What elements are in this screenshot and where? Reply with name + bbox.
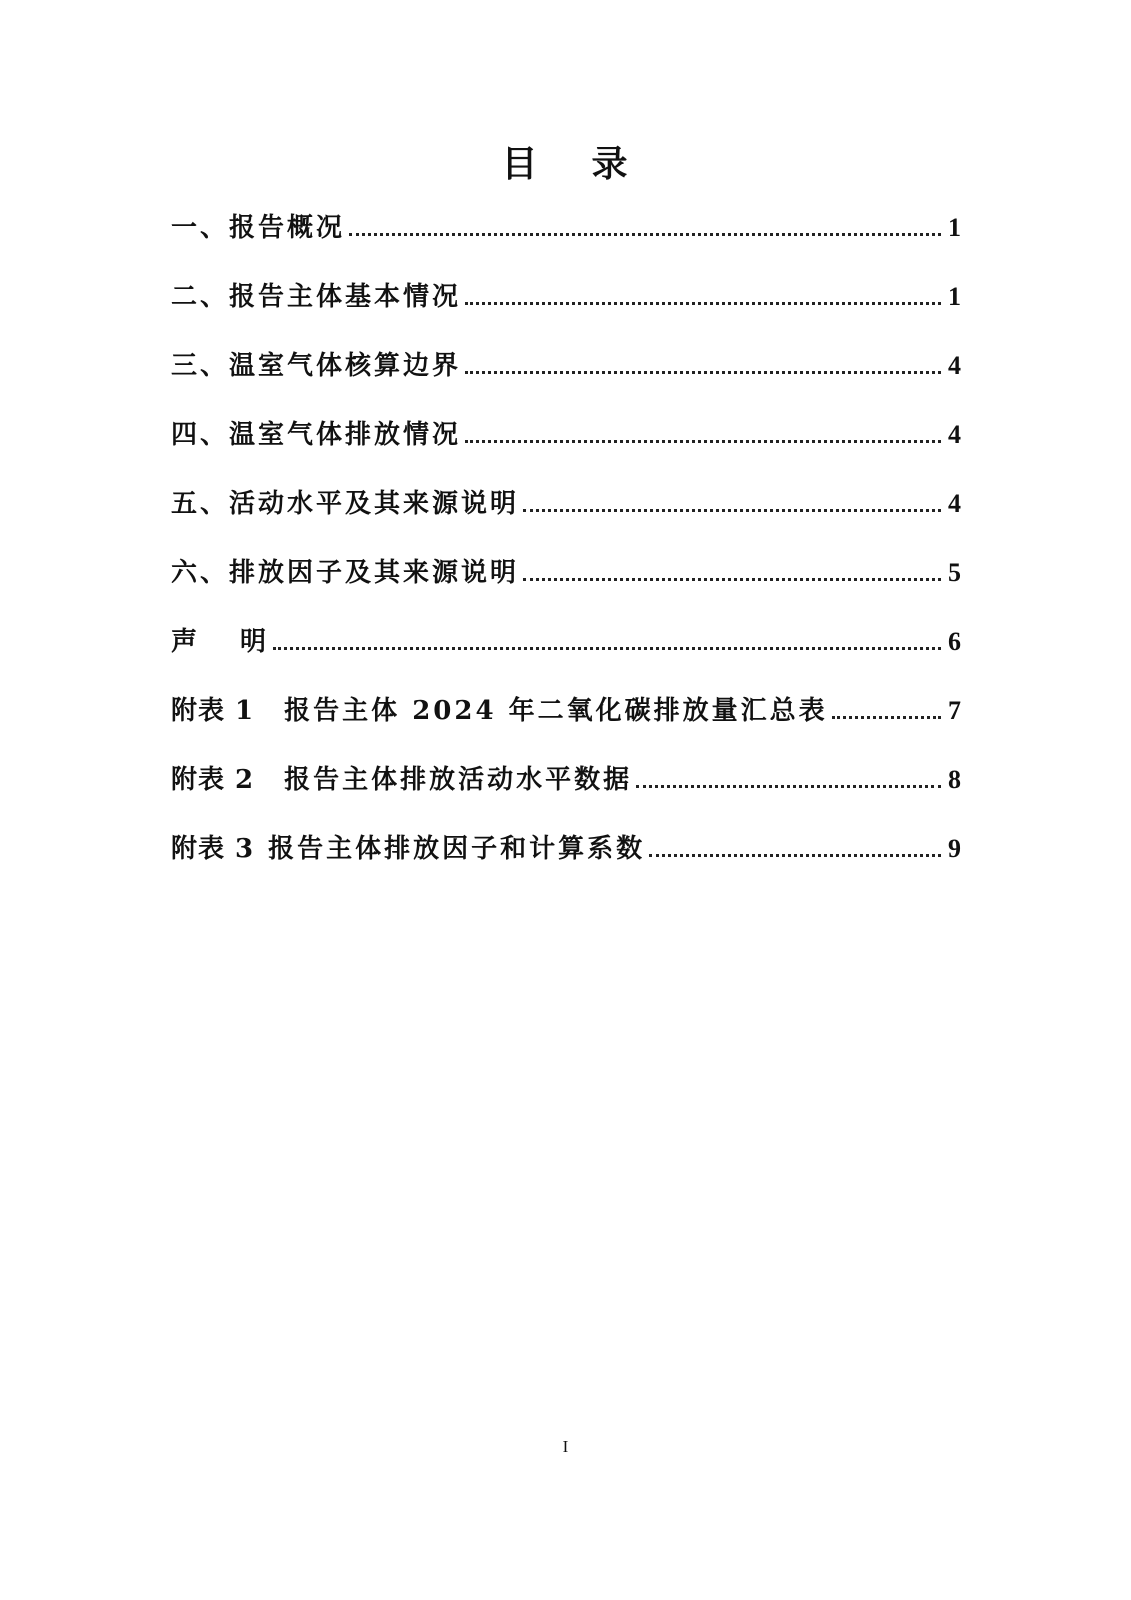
toc-entry-page: 4 (948, 351, 961, 380)
toc-entry-text: 明 (240, 627, 270, 657)
toc-entry-prefix: 附表 2 (171, 765, 255, 795)
toc-entry-prefix: 五、 (171, 489, 230, 519)
toc-entry-label (171, 763, 632, 797)
toc-entry-page: 8 (948, 765, 961, 794)
toc-entry-page: 9 (948, 834, 961, 863)
page-title-second-char: 录 (591, 143, 630, 185)
toc-leader-dots (649, 854, 941, 857)
toc-entry[interactable] (171, 757, 961, 797)
page-title-first-char: 目 (501, 143, 540, 185)
toc-entry-page: 4 (948, 420, 961, 449)
toc-entry-page: 7 (948, 696, 961, 725)
toc-entry[interactable] (171, 550, 961, 590)
toc-entry-page: 1 (948, 282, 961, 311)
toc-entry-label (171, 487, 519, 521)
toc-entry[interactable] (171, 826, 961, 866)
toc-entry-prefix: 附表 1 (171, 696, 255, 726)
toc-entry-text: 活动水平及其来源说明 (229, 489, 520, 519)
toc-entry[interactable] (171, 343, 961, 383)
toc-leader-dots (273, 647, 941, 650)
toc-entry-prefix: 四、 (171, 420, 230, 450)
toc-leader-dots (465, 302, 941, 305)
toc-entry-prefix: 二、 (171, 282, 230, 312)
toc-entry-page: 1 (948, 213, 961, 242)
toc-entry[interactable] (171, 619, 961, 659)
toc-entry[interactable] (171, 688, 961, 728)
toc-leader-dots (465, 440, 941, 443)
toc-entry-text: 温室气体排放情况 (229, 420, 462, 450)
toc-entry-text: 报告主体排放活动水平数据 (284, 765, 633, 795)
toc-entry-label (171, 625, 269, 659)
toc-entry-prefix: 声 (171, 627, 201, 657)
toc-entry-label (171, 694, 828, 728)
toc-entry[interactable] (171, 412, 961, 452)
toc-entry-text: 报告概况 (229, 213, 346, 243)
toc-entry-prefix: 一、 (171, 213, 230, 243)
toc-entry-text: 报告主体排放因子和计算系数 (268, 834, 646, 864)
toc-entry-label (171, 349, 461, 383)
toc-entry-text: 排放因子及其来源说明 (229, 558, 520, 588)
toc-leader-dots (636, 785, 941, 788)
toc-entry-label (171, 832, 645, 866)
toc-entry[interactable] (171, 481, 961, 521)
toc-leader-dots (523, 578, 941, 581)
toc-entry-page: 6 (948, 627, 961, 656)
toc-entry-prefix: 三、 (171, 351, 230, 381)
toc-entry-label (171, 556, 519, 590)
toc-entry-text: 报告主体 2024 年二氧化碳排放量汇总表 (284, 696, 828, 726)
toc-entry-label (171, 418, 461, 452)
toc-entry-label (171, 211, 345, 245)
toc-leader-dots (832, 716, 941, 719)
toc-entry-page: 4 (948, 489, 961, 518)
toc-leader-dots (465, 371, 941, 374)
toc-leader-dots (523, 509, 941, 512)
toc-entry[interactable] (171, 274, 961, 314)
toc-entry-prefix: 附表 3 (171, 834, 255, 864)
toc-entry-text: 报告主体基本情况 (229, 282, 462, 312)
toc-entry-prefix: 六、 (171, 558, 230, 588)
toc-entry-text: 温室气体核算边界 (229, 351, 462, 381)
toc-entry[interactable] (171, 205, 961, 245)
page-number: I (562, 1437, 569, 1456)
toc-entry-label (171, 280, 461, 314)
page-title (0, 142, 1131, 186)
toc-leader-dots (349, 233, 941, 236)
toc-entry-page: 5 (948, 558, 961, 587)
